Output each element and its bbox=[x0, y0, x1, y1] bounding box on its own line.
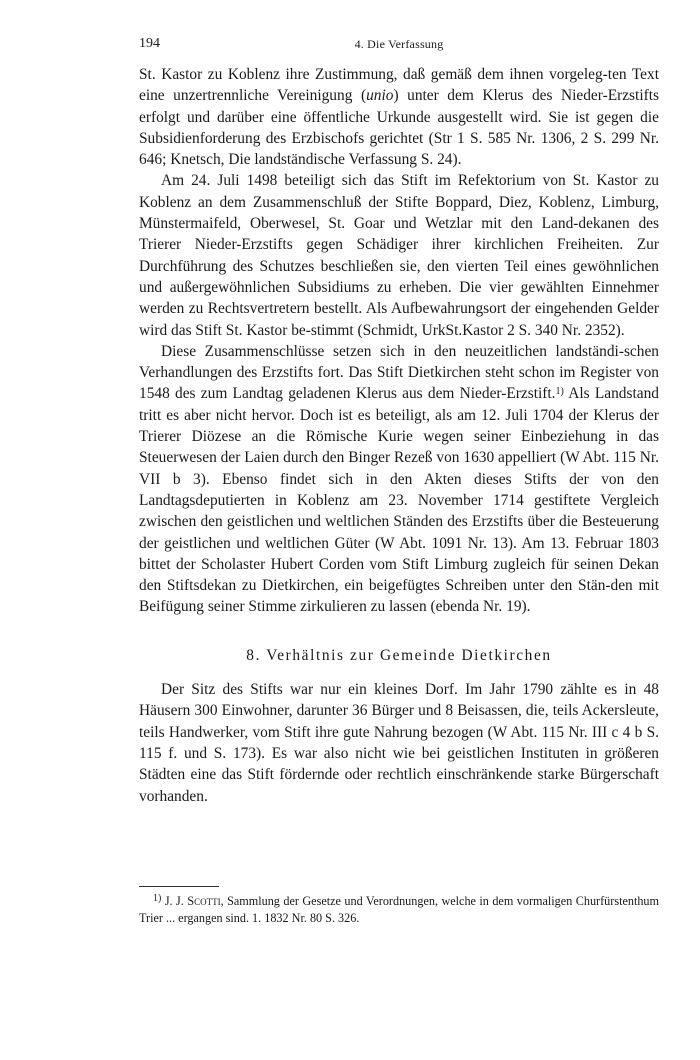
paragraph-1-text-b: ) unter dem Klerus des Nieder-Erzstifts erfolgt und darüber eine öffentliche Urkunde ausgestellt wird. Sie ist gegen die Subsidienforderung des Erzbischofs gerichtet (Str 1 S. 585 Nr. 1306, 2 S. 299 Nr. 646; Knetsch, Die landständische Verfassung S. 24). bbox=[139, 87, 659, 169]
paragraph-2: Am 24. Juli 1498 beteiligt sich das Stift im Refektorium von St. Kastor zu Koblenz an dem Zusammenschluß der Stifte Boppard, Diez, Koblenz, Limburg, Münstermaifeld, Oberwesel, St. Goar und Wetzlar mit den Land-dekanen des Trierer Nieder-Erzstifts gegen Schädiger ihrer kirchlichen Freiheiten. Zur Durchführung des Schutzes beschließen sie, den vierten Teil eines gewöhnlichen und außergewöhnlichen Subsidiums zu erheben. Die vier gewählten Einnehmer werden zu Rechtsvertretern bestellt. Als Aufbewahrungsort der eingehenden Gelder wird das Stift St. Kastor be-stimmt (Schmidt, UrkSt.Kastor 2 S. 340 Nr. 2352). bbox=[139, 172, 659, 339]
section-heading: 8. Verhältnis zur Gemeinde Dietkirchen bbox=[246, 646, 552, 664]
footnote-author: J. J. Scotti bbox=[164, 894, 221, 908]
footnote-text: , Sammlung der Gesetze und Verordnungen, welche in dem vormaligen Churfürstenthum Trier ... ergangen sind. 1. 1832 Nr. 80 S. 326. bbox=[139, 894, 660, 925]
chapter-title: 4. Die Verfassung bbox=[354, 37, 444, 51]
footnote-1 bbox=[139, 893, 659, 927]
body-text bbox=[139, 64, 659, 807]
paragraph-1-text-a: St. Kastor zu Koblenz ihre Zustimmung, daß gemäß dem ihnen vorgeleg-ten Text eine unzertrennliche Vereinigung ( bbox=[139, 66, 659, 105]
page-number: 194 bbox=[139, 36, 160, 51]
footnote-marker bbox=[139, 894, 161, 908]
running-header bbox=[139, 36, 659, 56]
paragraph-3-text-b: Als Landstand tritt es aber nicht hervor. Doch ist es beteiligt, als am 12. Juli 1704 der Klerus der Trierer Diözese an die Römische Kurie wegen seiner Einbeziehung in das Steuerwesen der Laien durch den Binger Rezeß von 1630 appelliert (W Abt. 115 Nr. VII b 3). Ebenso findet sich in den Akten dieses Stifts der von den Landtagsdeputierten in Koblenz am 23. November 1714 gestiftete Vergleich zwischen den geistlichen und weltlichen Ständen des Erzstifts über die Besteuerung der geistlichen und weltlichen Güter (W Abt. 1091 Nr. 13). Am 13. Februar 1803 bittet der Scholaster Hubert Corden vom Stift Limburg zugleich für seinen Dekan den Stiftsdekan zu Dietkirchen, ein beigefügtes Schreiben unter den Stän-den mit Beifügung seiner Stimme zirkulieren zu lassen (ebenda Nr. 19). bbox=[139, 385, 659, 616]
paragraph-3 bbox=[139, 341, 659, 618]
paragraph-1 bbox=[139, 64, 659, 170]
footnote-marker-text: 1) bbox=[153, 893, 162, 904]
footnote-reference: 1) bbox=[555, 386, 564, 398]
footnote-divider bbox=[139, 886, 219, 887]
paragraph-4: Der Sitz des Stifts war nur ein kleines Dorf. Im Jahr 1790 zählte es in 48 Häusern 300 Einwohner, darunter 36 Bürger und 8 Beisassen, die, teils Ackersleute, teils Handwerker, vom Stift ihre gute Nahrung bezogen (W Abt. 115 Nr. III c 4 b S. 115 f. und S. 173). Es war also nicht wie bei geistlichen Instituten in größeren Städten eine das Stift fördernde oder rechtlich einschränkende starke Bürgerschaft vorhanden. bbox=[139, 681, 659, 805]
paragraph-3-text-a: Diese Zusammenschlüsse setzen sich in den neuzeitlichen landständi-schen Verhandlungen des Erzstifts fort. Das Stift Dietkirchen steht schon im Register von 1548 des zum Landtag geladenen Klerus aus dem Nieder-Erzstift. bbox=[139, 342, 659, 403]
paragraph-1-italic-term: unio bbox=[366, 87, 394, 105]
